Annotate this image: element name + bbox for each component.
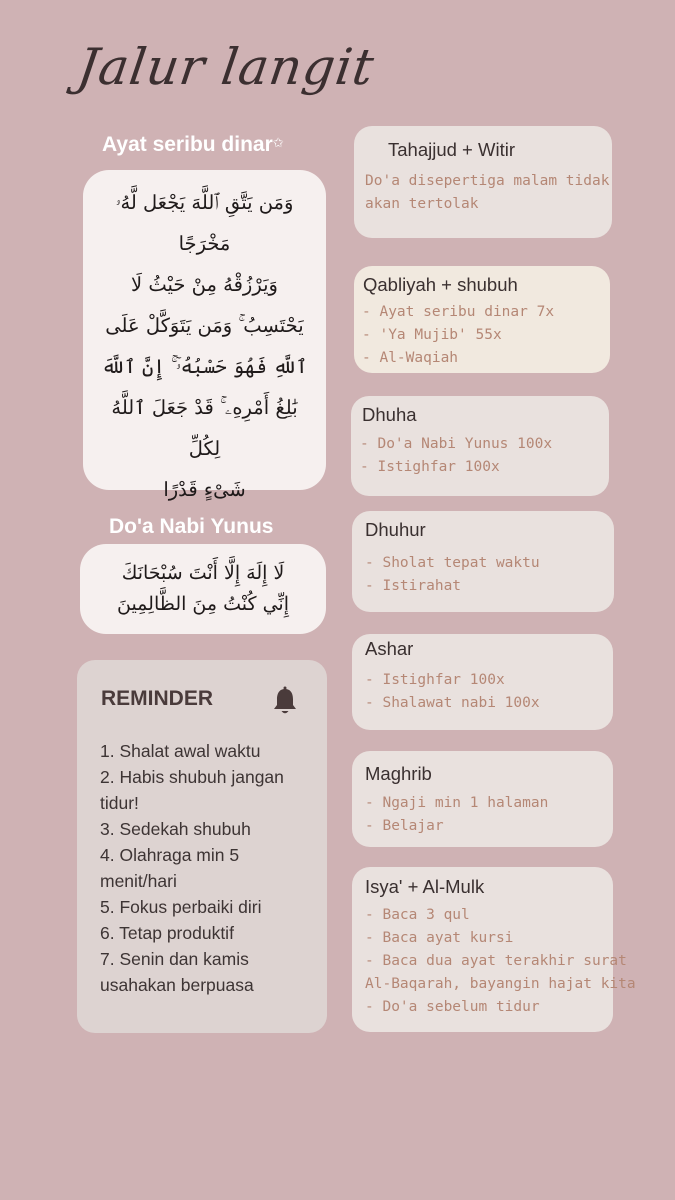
routine-item: - Baca 3 qul xyxy=(365,907,470,923)
routine-item: - Istighfar 100x xyxy=(360,459,500,475)
bell-icon xyxy=(271,686,299,716)
routine-list xyxy=(365,904,636,1019)
routine-item: - Belajar xyxy=(365,818,444,834)
routine-item: Do'a disepertiga malam tidak xyxy=(365,173,610,189)
reminder-item: 7. Senin dan kamis usahakan berpuasa xyxy=(100,949,254,995)
routine-title: Ashar xyxy=(365,638,414,659)
doa-nabi-yunus-card xyxy=(80,544,326,634)
routine-item: - Istirahat xyxy=(365,578,462,594)
routine-title: Qabliyah + shubuh xyxy=(363,274,518,295)
routine-list xyxy=(362,301,554,370)
routine-item: - Baca ayat kursi xyxy=(365,930,514,946)
routine-item: Al-Baqarah, bayangin hajat kita xyxy=(365,976,636,992)
reminder-item: 6. Tetap produktif xyxy=(100,923,234,943)
routine-item: - 'Ya Mujib' 55x xyxy=(362,327,502,343)
ayat-seribu-dinar-heading xyxy=(102,133,284,157)
reminder-item: 1. Shalat awal waktu xyxy=(100,741,261,761)
ayat-line: شَىْءٍ قَدْرًا xyxy=(163,478,246,501)
reminder-item: 3. Sedekah shubuh xyxy=(100,819,251,839)
reminder-list xyxy=(100,738,315,998)
routine-title: Isya' + Al-Mulk xyxy=(365,876,485,897)
ayat-line: ٱللَّهِ فَهُوَ حَسْبُهُۥٓ ۚ إِنَّ ٱللَّهَ xyxy=(101,355,308,378)
reminder-title: REMINDER xyxy=(101,687,214,710)
routine-list xyxy=(360,433,552,479)
routine-item: - Ngaji min 1 halaman xyxy=(365,795,549,811)
ayat-line: مَخْرَجًا xyxy=(178,232,231,255)
reminder-card xyxy=(77,660,327,1033)
routine-list xyxy=(365,792,548,838)
routine-item: - Do'a sebelum tidur xyxy=(365,999,540,1015)
routine-card-ashar xyxy=(352,634,613,730)
reminder-item: 4. Olahraga min 5 menit/hari xyxy=(100,845,240,891)
doa-line: إِنِّي كُنْتُ مِنَ الظَّالِمِينَ xyxy=(116,593,289,615)
routine-title: Dhuha xyxy=(362,404,417,425)
routine-item: - Ayat seribu dinar 7x xyxy=(362,304,555,320)
ayat-line: بَٰلِغُ أَمْرِهِۦ ۚ قَدْ جَعَلَ ٱللَّهُ لِكُلِّ xyxy=(111,396,298,460)
routine-title: Tahajjud + Witir xyxy=(388,139,515,160)
doa-line: لَا إِلَهَ إِلَّا أَنْتَ سُبْحَانَكَ xyxy=(121,562,285,584)
routine-card-dhuha xyxy=(351,396,609,496)
routine-list xyxy=(365,669,540,715)
routine-card-qabliyah xyxy=(354,266,610,373)
routine-card-isya xyxy=(352,867,636,1032)
routine-item: - Shalawat nabi 100x xyxy=(365,695,540,711)
routine-item: - Baca dua ayat terakhir surat xyxy=(365,953,627,969)
ayat-line: وَمَن يَتَّقِ ٱللَّهَ يَجْعَل لَّهُۥ xyxy=(115,191,294,214)
sparkle-icon: ✩ xyxy=(272,135,284,150)
routine-title: Dhuhur xyxy=(365,519,426,540)
routine-item: - Sholat tepat waktu xyxy=(365,555,540,571)
routine-card-dhuhur xyxy=(352,511,614,612)
routine-card-maghrib xyxy=(352,751,613,847)
reminder-item: 2. Habis shubuh jangan tidur! xyxy=(100,767,284,813)
routine-item: - Istighfar 100x xyxy=(365,672,505,688)
ayat-line: يَحْتَسِبُ ۚ وَمَن يَتَوَكَّلْ عَلَى xyxy=(105,314,304,337)
reminder-item: 5. Fokus perbaiki diri xyxy=(100,897,262,917)
ayat-heading-text: Ayat seribu dinar xyxy=(102,133,273,156)
ayat-line: وَيَرْزُقْهُ مِنْ حَيْثُ لَا xyxy=(131,273,278,296)
routine-item: - Al-Waqiah xyxy=(362,350,459,366)
routine-item: - Do'a Nabi Yunus 100x xyxy=(360,436,553,452)
routine-title: Maghrib xyxy=(365,763,432,784)
routine-list xyxy=(365,552,540,598)
routine-card-tahajjud xyxy=(354,126,612,238)
ayat-seribu-dinar-card xyxy=(83,170,326,501)
page-title: Jalur langit xyxy=(73,38,379,96)
routine-item: akan tertolak xyxy=(365,196,479,212)
routine-list xyxy=(365,170,609,216)
doa-nabi-yunus-heading: Do'a Nabi Yunus xyxy=(109,515,274,538)
